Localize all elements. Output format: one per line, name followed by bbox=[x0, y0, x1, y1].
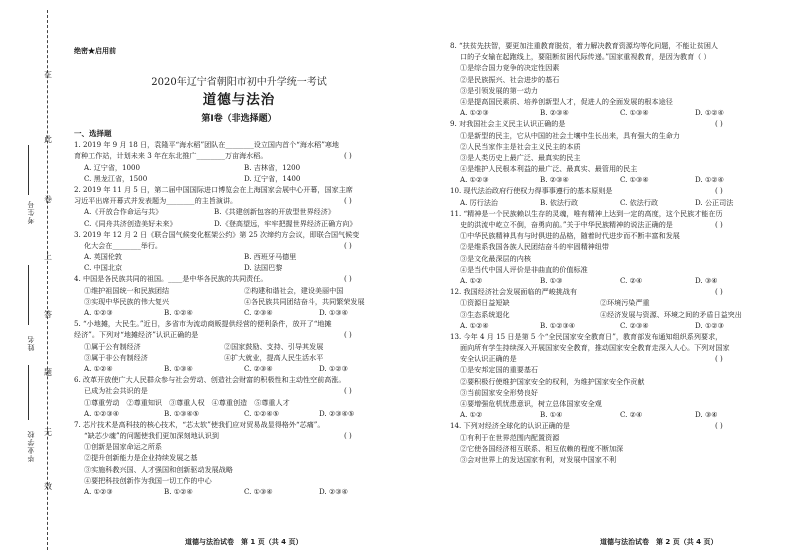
option-b: B.《共建创新包容的开放型世界经济》 bbox=[214, 207, 335, 217]
answer-paren: ( ) bbox=[715, 287, 723, 297]
exam-number-label: 考生号 bbox=[27, 200, 35, 224]
statement-2: ②要积极行使维护国家安全的权利，为维护国家安全作贡献 bbox=[460, 376, 645, 386]
question-12 bbox=[450, 286, 775, 331]
option-a: A. ①②③ bbox=[84, 487, 113, 496]
name-blank bbox=[28, 265, 29, 325]
question-3 bbox=[74, 229, 404, 274]
statement-1: ①有利于在世界范围内配置资源 bbox=[460, 432, 560, 442]
option-c: C. ①②④⑤ bbox=[244, 408, 280, 418]
question-5 bbox=[74, 318, 404, 374]
option-c: C.《同舟共济创造美好未来》 bbox=[84, 218, 177, 228]
page-2-footer: 道德与法治试卷 第 2 页（共 4 页） bbox=[600, 538, 718, 546]
option-a: A. ①②③ bbox=[460, 175, 489, 185]
page-1 bbox=[74, 128, 404, 497]
statement-3: ③实现中华民族的伟大复兴 bbox=[84, 296, 170, 306]
binding-dashed-line bbox=[47, 10, 48, 550]
statement-4: ④是提高国民素质、培养创新型人才，促进人的全面发展的根本途径 bbox=[460, 96, 673, 106]
statement-list: ①尊重劳动 ②尊重知识 ③尊重人权 ④尊重创造 ⑤尊重人才 bbox=[84, 397, 290, 407]
answer-paren: ( ) bbox=[715, 119, 723, 129]
question-stem: 经济”。下列对“地摊经济”认识正确的是 bbox=[74, 330, 199, 340]
answer-paren: ( ) bbox=[715, 220, 723, 229]
statement-2: ②构建和谐社会，建设美丽中国 bbox=[244, 285, 344, 295]
option-b: B. ①③④ bbox=[164, 363, 193, 373]
statement-4: ④要把科技创新作为我国一切工作的中心 bbox=[84, 475, 212, 485]
statement-3: ③生态系统退化 bbox=[460, 309, 510, 319]
question-stem: 8. “扶贫先扶智，要更加注重教育脱贫，着力解决教育资源均等化问题，不能让贫困人 bbox=[450, 41, 719, 50]
option-a: A. ①② bbox=[460, 410, 483, 420]
exam-title: 2020年辽宁省朝阳市初中升学统一考试 bbox=[151, 77, 327, 88]
question-stem: “缺芯少魂”的问题使我们更加深刻地认识到 bbox=[84, 431, 219, 441]
question-stem: 14. 下列对经济全球化的认识正确的是 bbox=[450, 421, 570, 431]
statement-1: ①是安邦定国的重要基石 bbox=[460, 365, 539, 375]
statement-2: ②国家鼓励、支持、引导其发展 bbox=[224, 341, 324, 351]
option-a: A. ①②③ bbox=[460, 108, 489, 118]
question-stem: 安全认识正确的是 bbox=[460, 354, 517, 364]
statement-2: ②是民族振兴、社会进步的基石 bbox=[460, 74, 560, 84]
statement-1: ①是综合国力竞争的决定性因素 bbox=[460, 63, 560, 73]
option-c: C. 依法行政 bbox=[620, 197, 659, 207]
statement-4: ④扩大就业，提高人民生活水平 bbox=[224, 352, 324, 362]
answer-paren: ( ) bbox=[344, 274, 352, 284]
option-d: D. 公正司法 bbox=[695, 197, 734, 207]
binding-char: 题 bbox=[44, 368, 52, 377]
option-b: B. ①③④⑤ bbox=[164, 408, 200, 418]
statement-3: ③实施科教兴国、人才强国和创新驱动发展战略 bbox=[84, 464, 233, 474]
question-stem: 化大会在________举行。 bbox=[84, 240, 163, 250]
option-a: A. 辽宁省，1000 bbox=[84, 162, 141, 172]
statement-2: ②环境污染严重 bbox=[600, 298, 650, 308]
option-b: B. 吉林省，1200 bbox=[244, 162, 301, 172]
option-c: C. ①③④ bbox=[620, 175, 649, 185]
option-d: D. ③④ bbox=[695, 410, 718, 420]
option-b: B. 依法行政 bbox=[540, 197, 579, 207]
answer-paren: ( ) bbox=[344, 240, 352, 250]
question-1 bbox=[74, 139, 404, 184]
subject-title: 道德与法治 bbox=[202, 92, 276, 108]
answer-paren: ( ) bbox=[715, 421, 723, 431]
question-14 bbox=[450, 420, 775, 465]
option-c: C. ②③④ bbox=[620, 320, 649, 330]
option-d: D. ①②④ bbox=[695, 108, 725, 118]
option-c: C. ②④ bbox=[620, 275, 643, 285]
option-a: A. ①② bbox=[460, 275, 483, 285]
answer-paren: ( ) bbox=[344, 196, 352, 206]
option-c: C. ①③④ bbox=[244, 487, 273, 496]
statement-1: ①属于公有制经济 bbox=[84, 341, 141, 351]
question-2 bbox=[74, 184, 404, 229]
question-8 bbox=[450, 40, 775, 118]
question-stem: 12. 我国经济社会发展面临的严峻挑战有 bbox=[450, 287, 578, 297]
statement-3: ③会对世界上的发达国家有利，对发展中国家不利 bbox=[460, 454, 617, 464]
statement-3: ③是人类历史上最广泛、最真实的民主 bbox=[460, 152, 581, 162]
question-9 bbox=[450, 118, 775, 185]
answer-paren: ( ) bbox=[344, 151, 352, 161]
question-6 bbox=[74, 374, 404, 419]
question-13 bbox=[450, 331, 775, 421]
question-stem: 11. “精神是一个民族赖以生存的灵魂，唯有精神上达到一定的高度，这个民族才能在历 bbox=[450, 208, 723, 218]
question-stem: 史的洪流中屹立不倒，奋勇向前。”关于中华民族精神的说法正确的是 bbox=[460, 220, 673, 229]
binding-char: 效 bbox=[44, 482, 52, 491]
question-stem: 面向所有学生持续深入开展国家安全教育，推动国家安全教育走深入人心。下列对国家 bbox=[460, 343, 730, 353]
statement-1: ①是新型的民主，它从中国的社会土壤中生长出来，具有强大的生命力 bbox=[460, 130, 680, 140]
option-a: A.《开放合作命运与共》 bbox=[84, 207, 163, 217]
statement-1: ①资源日益短缺 bbox=[460, 298, 510, 308]
question-stem: 5. “小地摊，大民生。”近日，多省市为流动商贩提供经营的便利条件，放开了“地摊 bbox=[74, 319, 332, 329]
option-b: B. ①③ bbox=[540, 275, 563, 285]
section-heading: 一、选择题 bbox=[74, 129, 112, 138]
statement-3: ③当前国家安全形势良好 bbox=[460, 387, 539, 397]
question-11 bbox=[450, 208, 775, 286]
school-blank bbox=[28, 365, 29, 420]
school-label: 毕业学校 bbox=[27, 430, 35, 462]
option-d: D.《登高望远，牢牢把握世界经济正确方向》 bbox=[214, 218, 357, 228]
option-d: D. ①②③ bbox=[695, 320, 725, 330]
binding-char: 上 bbox=[44, 252, 52, 261]
option-a: A. ①②④ bbox=[460, 320, 489, 330]
option-d: D. ②③④⑤ bbox=[319, 408, 355, 418]
question-stem: 口的子女输在起跑线上，要阻断贫困代际传递。”国家重视教育，是因为教育（ ） bbox=[460, 52, 711, 62]
binding-char: 卷 bbox=[44, 195, 52, 204]
option-c: C. ②④ bbox=[620, 410, 643, 420]
answer-paren: ( ) bbox=[344, 431, 352, 441]
option-d: D. ②③④ bbox=[319, 487, 349, 496]
option-c: C. ②③④ bbox=[244, 308, 273, 317]
statement-4: ④要增强危机忧患意识，树立总体国家安全观 bbox=[460, 399, 602, 408]
statement-3: ③属于非公有制经济 bbox=[84, 352, 148, 362]
answer-paren: ( ) bbox=[344, 330, 352, 340]
option-b: B. ①②③④ bbox=[540, 320, 576, 330]
option-d: D. 法国巴黎 bbox=[244, 263, 283, 273]
page-1-footer: 道德与法治试卷 第 1 页（共 4 页） bbox=[185, 538, 303, 546]
statement-1: ①维护祖国统一和民族团结 bbox=[84, 285, 170, 295]
option-d: D. 辽宁省，1400 bbox=[244, 173, 301, 183]
question-stem: 3. 2019 年 12 月 2 日《联合国气候变化框架公约》第 25 次缔约方会议，即联合国气候变 bbox=[74, 229, 360, 239]
question-stem: 7. 芯片技术是高科技的核心技术，“芯太软”使我们应对贸易战显得格外“芯痛”。 bbox=[74, 419, 325, 429]
question-stem: 2. 2019 年 11 月 5 日，第二届中国国际进口博览会在上海国家会展中心开幕，国家主席 bbox=[74, 184, 353, 194]
answer-paren: ( ) bbox=[344, 386, 352, 396]
option-b: B. ①④ bbox=[540, 410, 563, 420]
option-d: D. ③④ bbox=[695, 275, 718, 285]
option-a: A. ①②③ bbox=[84, 308, 113, 317]
option-b: B. 西班牙马德里 bbox=[244, 252, 297, 262]
option-b: B. ①②④ bbox=[164, 308, 193, 317]
statement-2: ②是维系我国各族人民团结奋斗的牢固精神纽带 bbox=[460, 242, 609, 252]
question-stem: 9. 对我国社会主义民主认识正确的是 bbox=[450, 119, 566, 129]
option-a: A. 厉行法治 bbox=[460, 197, 499, 207]
question-stem: 育种工作站，计划未来 3 年在东北推广________万亩海水稻。 bbox=[74, 151, 268, 161]
binding-char: 此 bbox=[44, 135, 52, 144]
binding-strip bbox=[0, 0, 52, 560]
statement-3: ③是引领发展的第一动力 bbox=[460, 85, 539, 95]
statement-2: ②提升创新能力是企业持续发展之基 bbox=[84, 453, 198, 463]
option-c: C. ①③④ bbox=[620, 108, 649, 118]
answer-paren: ( ) bbox=[715, 354, 723, 364]
statement-4: ④是当代中国人评价是非曲直的价值标准 bbox=[460, 264, 588, 274]
statement-1: ①创新是国家命运之所系 bbox=[84, 442, 163, 452]
question-stem: 6. 改革开放使广大人民群众参与社会劳动、创造社会财富的积极性和主动性空前高涨。 bbox=[74, 375, 346, 385]
option-a: A. 英国伦敦 bbox=[84, 252, 123, 262]
statement-4: ④各民族共同团结奋斗，共同繁荣发展 bbox=[244, 296, 365, 306]
binding-char: 无 bbox=[44, 428, 52, 437]
option-c: C. 黑龙江省，1500 bbox=[84, 173, 148, 183]
option-b: B. ②③④ bbox=[540, 108, 569, 118]
volume-title: 第Ⅰ卷（非选择题） bbox=[201, 114, 277, 124]
option-b: B. ②③④ bbox=[540, 175, 569, 185]
option-d: D. ①②③ bbox=[319, 363, 349, 373]
secret-mark: 绝密★启用前 bbox=[74, 46, 116, 55]
question-stem: 1. 2019 年 9 月 18 日，袁隆平“海水稻”团队在________设立国内首个“海水稻”寒地 bbox=[74, 140, 340, 150]
option-d: D. ①③④ bbox=[319, 308, 349, 317]
page-2 bbox=[450, 40, 775, 465]
name-label: 姓名 bbox=[27, 335, 35, 351]
option-c: C. ②③④ bbox=[244, 363, 273, 373]
statement-2: ②人民当家作主是社会主义民主的本质 bbox=[460, 141, 581, 151]
question-4 bbox=[74, 273, 404, 318]
option-a: A. ①②③④ bbox=[84, 408, 120, 418]
question-7 bbox=[74, 419, 404, 497]
binding-char: 答 bbox=[44, 310, 52, 319]
statement-4: ④经济发展与资源、环境之间的矛盾日益突出 bbox=[600, 309, 742, 319]
option-d: D. ①②④ bbox=[695, 175, 725, 185]
question-stem: 10. 现代法治政府行使权力得事事遵行的基本原则是 bbox=[450, 186, 613, 196]
option-a: A. ①②④ bbox=[84, 363, 113, 373]
statement-3: ③是文化最深层的内核 bbox=[460, 253, 531, 263]
statement-4: ④是维护人民根本利益的最广泛、最真实、最管用的民主 bbox=[460, 164, 638, 174]
question-stem: 13. 今年 4 月 15 日是第 5 个“全民国家安全教育日”，教育部发布通知组织系列要求， bbox=[450, 331, 723, 341]
answer-paren: ( ) bbox=[715, 186, 723, 196]
exam-number-blank bbox=[28, 145, 29, 195]
option-c: C. 中国北京 bbox=[84, 263, 123, 273]
question-stem: 4. 中国是各民族共同的祖国。____是中华各民族的共同责任。 bbox=[74, 274, 268, 284]
question-stem: 习近平出席开幕式并发表题为________的主旨演讲。 bbox=[74, 196, 238, 206]
question-stem: 已成为社会共识的是 bbox=[84, 386, 148, 396]
question-10 bbox=[450, 185, 775, 207]
statement-1: ①中华民族精神具有与时俱进的品格，随着时代进步而不断丰富和发展 bbox=[460, 231, 680, 241]
statement-2: ②它使各国经济相互联系、相互依赖的程度不断加深 bbox=[460, 443, 624, 453]
binding-char: 在 bbox=[44, 70, 52, 79]
option-b: B. ①②④ bbox=[164, 487, 193, 496]
